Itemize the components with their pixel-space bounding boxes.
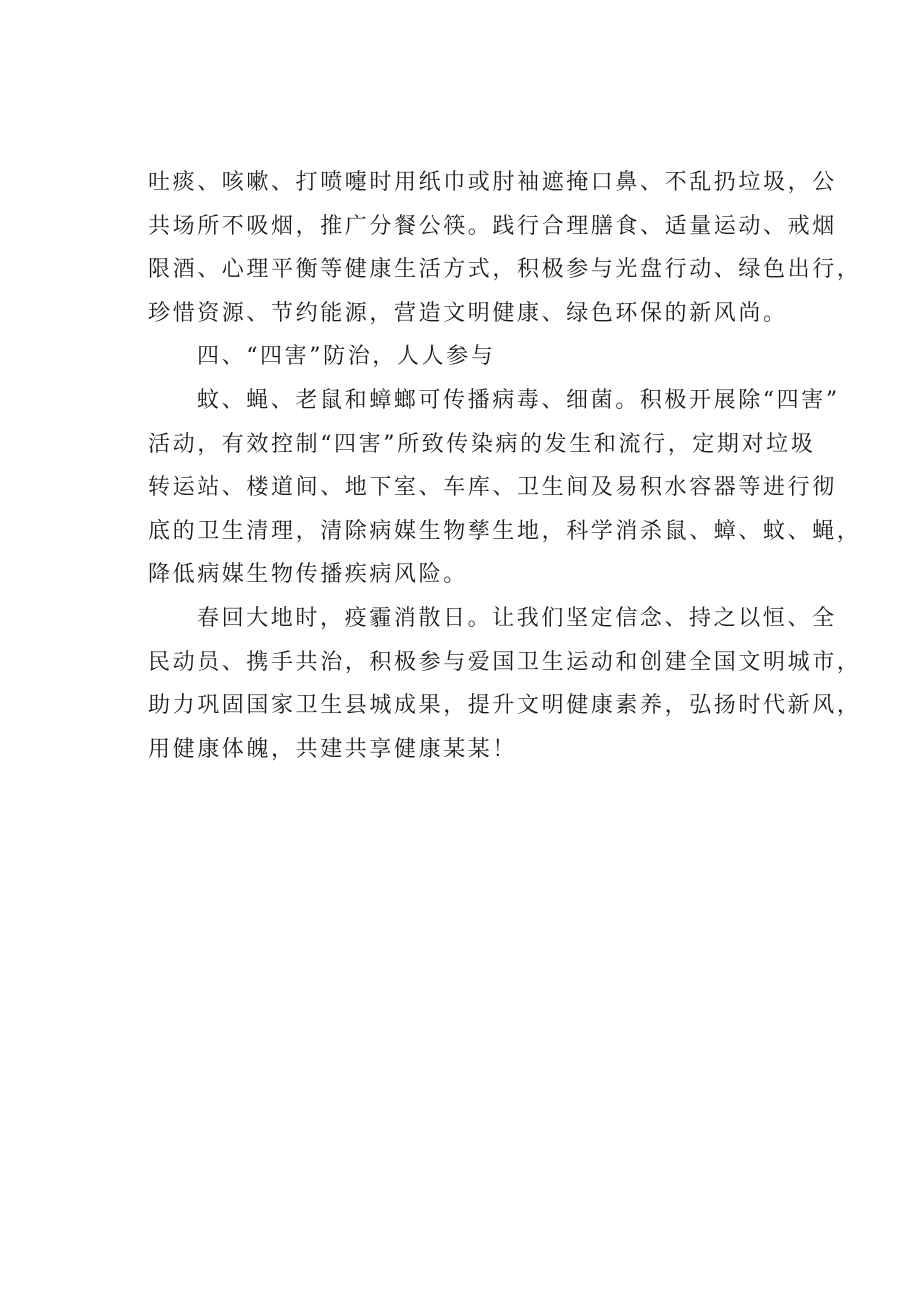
- paragraph-hygiene-habits: [148, 161, 862, 335]
- section-heading-four-pests: [148, 335, 810, 379]
- text-line: 珍惜资源、节约能源，营造文明健康、绿色环保的新风尚。: [148, 300, 788, 326]
- text-line: 助力巩固国家卫生县城成果，提升文明健康素养，弘扬时代新风，: [148, 693, 862, 719]
- text-line: 吐痰、咳嗽、打喷嚏时用纸巾或肘袖遮掩口鼻、不乱扔垃圾，公: [148, 170, 837, 195]
- text-line: 限酒、心理平衡等健康生活方式，积极参与光盘行动、绿色出行，: [148, 257, 862, 283]
- text-line: 转运站、楼道间、地下室、车库、卫生间及易积水容器等进行彻: [148, 475, 837, 501]
- text-line: 活动，有效控制“四害”所致传染病的发生和流行，定期对垃圾: [148, 431, 816, 457]
- text-line: 民动员、携手共治，积极参与爱国卫生运动和创建全国文明城市，: [148, 649, 862, 675]
- text-line: 春回大地时，疫霾消散日。让我们坚定信念、持之以恒、全: [197, 605, 837, 631]
- document-body: [148, 161, 862, 771]
- text-line: 蚊、蝇、老鼠和蟑螂可传播病毒、细菌。积极开展除“四害”: [197, 387, 840, 413]
- text-line: 共场所不吸烟，推广分餐公筷。践行合理膳食、适量运动、戒烟: [148, 213, 837, 239]
- paragraph-pest-control: [148, 379, 862, 597]
- paragraph-closing-call: [148, 597, 862, 771]
- text-line: 用健康体魄，共建共享健康某某！: [148, 736, 518, 762]
- text-line: 底的卫生清理，清除病媒生物孳生地，科学消杀鼠、蟑、蚊、蝇，: [148, 518, 862, 544]
- text-line: 降低病媒生物传播疾病风险。: [148, 562, 468, 588]
- section-heading: 四、“四害”防治，人人参与: [197, 344, 496, 370]
